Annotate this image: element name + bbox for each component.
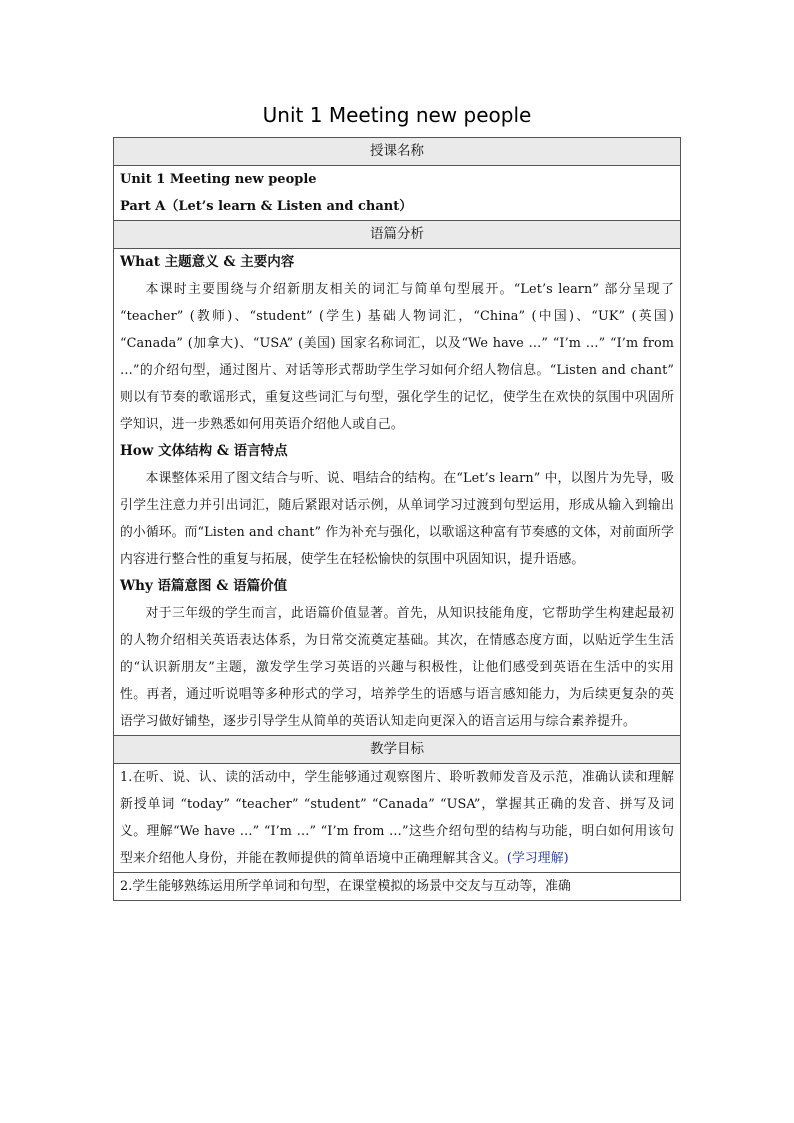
goals-cell-2 [114,873,681,901]
course-name-cell [114,166,681,221]
course-name-header: 授课名称 [114,138,681,166]
goals-header: 教学目标 [114,736,681,764]
how-text: 本课整体采用了图文结合与听、说、唱结合的结构。在“Let’s learn” 中，以图片为先导，吸引学生注意力并引出词汇，随后紧跟对话示例，从单词学习过渡到句型运用，形成从输入到输出的小循环。而“Listen and chant” 作为补充与强化，以歌谣这种富有节奏感的文体，对前面所学内容进行整合性的重复与拓展，使学生在轻松愉快的氛围中巩固知识，提升语感。 [120,471,674,567]
analysis-cell [114,249,681,736]
why-heading: Why 语篇意图 & 语篇价值 [120,578,288,594]
analysis-header: 语篇分析 [114,221,681,249]
goal-1-tag: (学习理解) [506,851,569,866]
goal-1 [120,764,674,872]
course-name-line2: Part A（Let’s learn & Listen and chant） [120,199,413,214]
goal-1-text: 1.在听、说、认、读的活动中，学生能够通过观察图片、聆听教师发音及示范，准确认读和理解新授单词 “today” “teacher” “student” “Canada” “USA”，掌握其正确的发音、拼写及词义。理解“We have …” “I’m …” “I’m from …”这些介绍句型的结构与功能，明白如何用该句型来介绍他人身份，并能在教师提供的简单语境中正确理解其含义。 [120,770,674,866]
how-heading: How 文体结构 & 语言特点 [120,443,288,459]
goals-cell [114,764,681,873]
course-name-line1: Unit 1 Meeting new people [120,172,317,187]
page-title: Unit 1 Meeting new people [262,103,532,127]
what-text: 本课时主要围绕与介绍新朋友相关的词汇与简单句型展开。“Let’s learn” 部分呈现了 “teacher” (教师)、“student” (学生) 基础人物词汇，“China” (中国)、“UK” (英国) “Canada” (加拿大)、“USA” (美国) 国家名称词汇，以及“We have …” “I’m …” “I’m from …”的介绍句型，通过图片、对话等形式帮助学生学习如何介绍人物信息。“Listen and chant” 则以有节奏的歌谣形式，重复这些词汇与句型，强化学生的记忆，使学生在欢快的氛围中巩固所学知识，进一步熟悉如何用英语介绍他人或自己。 [120,282,674,432]
lesson-plan-table [113,137,681,901]
goal-2: 2.学生能够熟练运用所学单词和句型，在课堂模拟的场景中交友与互动等，准确 [120,879,571,894]
what-heading: What 主题意义 & 主要内容 [120,254,295,270]
why-text: 对于三年级的学生而言，此语篇价值显著。首先，从知识技能角度，它帮助学生构建起最初的人物介绍相关英语表达体系，为日常交流奠定基础。其次，在情感态度方面，以贴近学生生活的“认识新朋友”主题，激发学生学习英语的兴趣与积极性，让他们感受到英语在生活中的实用性。再者，通过听说唱等多种形式的学习，培养学生的语感与语言感知能力，为后续更复杂的英语学习做好铺垫，逐步引导学生从简单的英语认知走向更深入的语言运用与综合素养提升。 [120,606,674,729]
